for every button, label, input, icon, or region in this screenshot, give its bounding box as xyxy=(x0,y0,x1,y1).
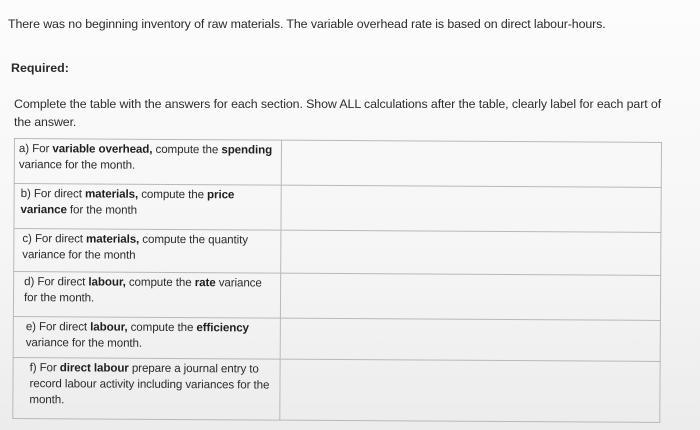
question-text: variance for the month. xyxy=(23,276,262,305)
answer-table xyxy=(12,138,662,423)
question-text: prepare a journal entry to record labour activity including variances for the month. xyxy=(29,361,270,407)
question-text: compute the xyxy=(138,187,208,202)
question-text: compute the xyxy=(127,320,197,335)
question-text: c) For direct xyxy=(22,232,87,246)
question-text: compute the xyxy=(125,275,195,290)
question-bold: labour, xyxy=(90,320,128,334)
table-row xyxy=(13,316,660,361)
table-row xyxy=(14,184,661,233)
question-cell-c xyxy=(14,229,281,274)
table-row xyxy=(14,229,661,276)
required-heading: Required: xyxy=(11,61,69,75)
question-bold: direct labour xyxy=(59,361,129,375)
question-bold: spending xyxy=(221,143,273,157)
question-cell-f xyxy=(13,357,280,420)
question-text: f) For xyxy=(29,361,60,375)
answer-cell-f[interactable] xyxy=(280,359,660,422)
question-bold: variable overhead, xyxy=(52,142,153,156)
question-text: variance for the month. xyxy=(25,336,143,350)
answer-cell-b[interactable] xyxy=(281,185,661,232)
question-text: compute the quantity variance for the month xyxy=(22,232,248,262)
question-cell-b xyxy=(14,184,281,231)
question-bold: labour, xyxy=(88,275,126,289)
question-bold: rate xyxy=(194,276,216,290)
answer-cell-e[interactable] xyxy=(280,318,660,361)
question-bold: efficiency xyxy=(196,321,249,335)
table-row xyxy=(14,139,661,188)
instruction-text: Complete the table with the answers for each section. Show ALL calculations after the table, clearly label for each part of the answer. xyxy=(14,97,662,129)
question-text: for the month xyxy=(66,203,138,217)
question-cell-a xyxy=(14,139,281,186)
question-text: d) For direct xyxy=(24,275,89,289)
question-bold: price variance xyxy=(20,188,235,217)
question-text: compute the xyxy=(152,142,222,157)
question-cell-e xyxy=(13,316,280,359)
intro-text: There was no beginning inventory of raw materials. The variable overhead rate is based on direct labour-hours. xyxy=(8,17,606,31)
question-text: e) For direct xyxy=(25,320,91,334)
answer-cell-a[interactable] xyxy=(281,140,661,187)
question-cell-d xyxy=(13,272,280,319)
question-bold: materials, xyxy=(86,232,140,246)
table-row xyxy=(13,357,660,422)
answer-cell-c[interactable] xyxy=(281,230,661,275)
answer-cell-d[interactable] xyxy=(280,273,660,320)
question-text: b) For direct xyxy=(20,187,86,201)
question-bold: materials, xyxy=(84,187,139,201)
table-row xyxy=(13,272,660,321)
question-text: a) For xyxy=(18,142,53,156)
question-text: variance for the month. xyxy=(18,158,136,172)
